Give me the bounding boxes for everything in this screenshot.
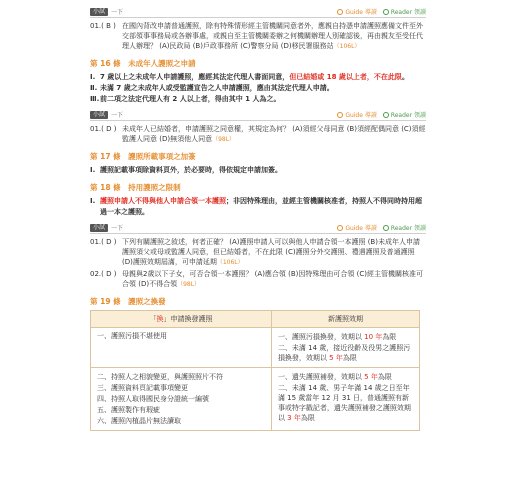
question-body (122, 124, 426, 145)
table-cell-reason: 一、護照污損不堪使用 (91, 328, 272, 368)
clause-text-b: ；非因特殊理由，並經主管機關核准者，持照人不得同時持用超過一本之護照。 (100, 197, 422, 216)
reason-item: 三、護照資料頁記載事項變更 (97, 384, 188, 392)
guide-link[interactable] (337, 7, 377, 16)
table-cell-reason (91, 368, 272, 431)
quiz-badge-sub: 一下 (111, 225, 124, 232)
validity-highlight: 5 年 (329, 354, 343, 362)
quiz-badge: 小試 (90, 224, 108, 232)
question-number: 01.( D ) (90, 125, 117, 133)
guide-icon (337, 225, 343, 231)
question-body (122, 269, 426, 290)
quiz-tag (90, 223, 123, 232)
clause-highlight: 護照申請人不得與他人申請合領一本護照 (100, 197, 226, 205)
article-clause (90, 196, 426, 218)
article-title: 第 16 條 未成年人護照之申請 (90, 59, 196, 68)
reader-label: Reader 領讀 (390, 9, 426, 16)
validity-text: 為限 (382, 333, 397, 341)
quiz-tag (90, 110, 123, 119)
quiz-badge: 小試 (90, 111, 108, 119)
clause-marker: Ⅰ. (90, 166, 96, 174)
question-body (122, 21, 426, 52)
reason-item: 五、護照製作有瑕疵 (97, 406, 160, 414)
table-cell-validity (271, 368, 419, 431)
validity-item (278, 372, 413, 382)
question-text: 下列有關護照之敘述，何者正確？ (A)護照申請人可以與他人申請合領一本護照 (B)未成年人申請護照須父或母或監護人同意，但已結婚者，不在此限 (C)護照分外交護照、禮遇護照及普通護照 (D)護照效期屆滿，可申請延期 (122, 238, 420, 266)
clause-marker: Ⅱ. (90, 84, 98, 92)
question (90, 237, 426, 268)
clause-text: 護照記載事項除資料頁外，於必要時，得依規定申請加簽。 (100, 166, 282, 174)
quiz-badge: 小試 (90, 8, 108, 16)
article-clause (90, 94, 426, 105)
question-number: 01.( D ) (90, 238, 117, 246)
validity-text: 為限 (342, 354, 357, 362)
question-source: （106L） (216, 259, 244, 266)
validity-item (278, 332, 413, 342)
validity-item (278, 343, 413, 363)
guide-link[interactable] (337, 223, 377, 232)
guide-link[interactable] (337, 110, 377, 119)
table-row (91, 368, 420, 431)
validity-text: 為限 (300, 414, 315, 422)
header-post: 」申請換發護照 (163, 315, 213, 323)
reason-item: 二、持照人之相貌變更，與護照照片不符 (97, 373, 223, 381)
question (90, 124, 426, 145)
quiz-header (90, 109, 426, 121)
question (90, 269, 426, 290)
table-cell-validity (271, 328, 419, 368)
question-text: 未成年人已結婚者，申請護照之同意權，其規定為何？ (A)須經父母同意 (B)須經配偶同意 (C)須經監護人同意 (D)無須他人同意 (122, 125, 426, 143)
guide-icon (337, 112, 343, 118)
question-source: （98L） (212, 136, 236, 143)
reader-icon (383, 112, 389, 118)
question-source: （106L） (333, 43, 361, 50)
reader-link[interactable] (383, 223, 426, 232)
reader-link[interactable] (383, 110, 426, 119)
guide-links (337, 7, 426, 16)
reader-icon (383, 9, 389, 15)
clause-marker: Ⅲ. (90, 95, 100, 103)
question-number: 02.( D ) (90, 270, 117, 278)
renewal-table (90, 310, 420, 431)
guide-links (337, 110, 426, 119)
reader-label: Reader 領讀 (390, 225, 426, 232)
quiz-badge-sub: 一下 (111, 112, 124, 119)
validity-highlight: 10 年 (364, 333, 383, 341)
quiz-header (90, 6, 426, 18)
validity-text: 一、護照污損換發，效期以 (277, 333, 365, 341)
guide-links (337, 223, 426, 232)
quiz-tag (90, 7, 123, 16)
reason-item: 四、持照人取得國民身分證統一編號 (97, 395, 209, 403)
article-clause (90, 83, 426, 94)
guide-label: Guide 導讀 (345, 9, 377, 16)
reader-icon (383, 225, 389, 231)
header-pre: 「 (149, 315, 157, 323)
clause-text: 前二項之法定代理人有 2 人以上者，得由其中 1 人為之。 (100, 95, 281, 103)
table-row (91, 328, 420, 368)
quiz-badge-sub: 一下 (111, 9, 124, 16)
table-header-row (91, 311, 420, 328)
article-title: 第 17 條 護照所載事項之加簽 (90, 152, 196, 161)
question-text: 在國內背改申請普通護照，除有特殊情形經主管機關同意者外，應親自持憑申請護照應備文件至外交部領事事務局或各辦事處，或親自至主管機關委辦之何機關辦理人別確認後，再由親友至受任代理人辦理？ (A)民政局 (B)戶政事務所 (C)警察分局 (D)移民署服務站 (122, 22, 423, 50)
question-number: 01.( B ) (90, 22, 116, 30)
clause-text (100, 72, 409, 83)
validity-highlight: 3 年 (287, 414, 301, 422)
header-highlight: 換 (156, 315, 164, 323)
clause-marker: Ⅰ. (90, 73, 96, 81)
validity-text: 二、未滿 14 歲、男子年滿 14 歲之日至年滿 15 歲當年 12 月 31 日，普通護照有新事或特字戳記者，遺失護照補發之護照效期以 (277, 384, 411, 422)
quiz-header (90, 222, 426, 234)
clause-text: 未滿 7 歲之未成年人或受監護宣告之人申請護照，應由其法定代理人申請。 (100, 84, 334, 92)
clause-text (100, 196, 426, 218)
article-clause (90, 72, 426, 83)
article-clause (90, 165, 426, 176)
question-source: （98L） (177, 281, 201, 288)
clause-text-b: 。 (401, 73, 409, 81)
reader-link[interactable] (383, 7, 426, 16)
reader-label: Reader 領讀 (390, 112, 426, 119)
question-body (122, 237, 426, 268)
guide-label: Guide 導讀 (345, 225, 377, 232)
validity-item (278, 383, 413, 423)
guide-label: Guide 導讀 (345, 112, 377, 119)
table-header-apply (91, 311, 272, 328)
guide-icon (337, 9, 343, 15)
validity-text: 一、遺失護照補發，效期以 (277, 373, 365, 381)
clause-marker: Ⅰ. (90, 197, 96, 205)
validity-highlight: 5 年 (364, 373, 378, 381)
article-title: 第 18 條 持用護照之限制 (90, 183, 181, 192)
question-text: 母親與2歲以下子女，可否合領一本護照？ (A)應合領 (B)因特殊理由可合領 (C)經主管機關核准可合領 (D)不得合領 (122, 270, 423, 288)
validity-text: 為限 (377, 373, 392, 381)
reason-item: 六、護照內植晶片無法讀取 (97, 417, 181, 425)
clause-text-a: 7 歲以上之未成年人申請護照，應經其法定代理人書面同意， (100, 73, 290, 81)
validity-text: 二、未滿 14 歲，接近役齡及役男之護照污損換發，效期以 (277, 344, 411, 362)
question (90, 21, 426, 52)
article-title: 第 19 條 護照之換發 (90, 297, 166, 306)
clause-highlight: 但已結婚或 18 歲以上者，不在此限 (289, 73, 402, 81)
table-header-validity: 新護照效期 (271, 311, 419, 328)
